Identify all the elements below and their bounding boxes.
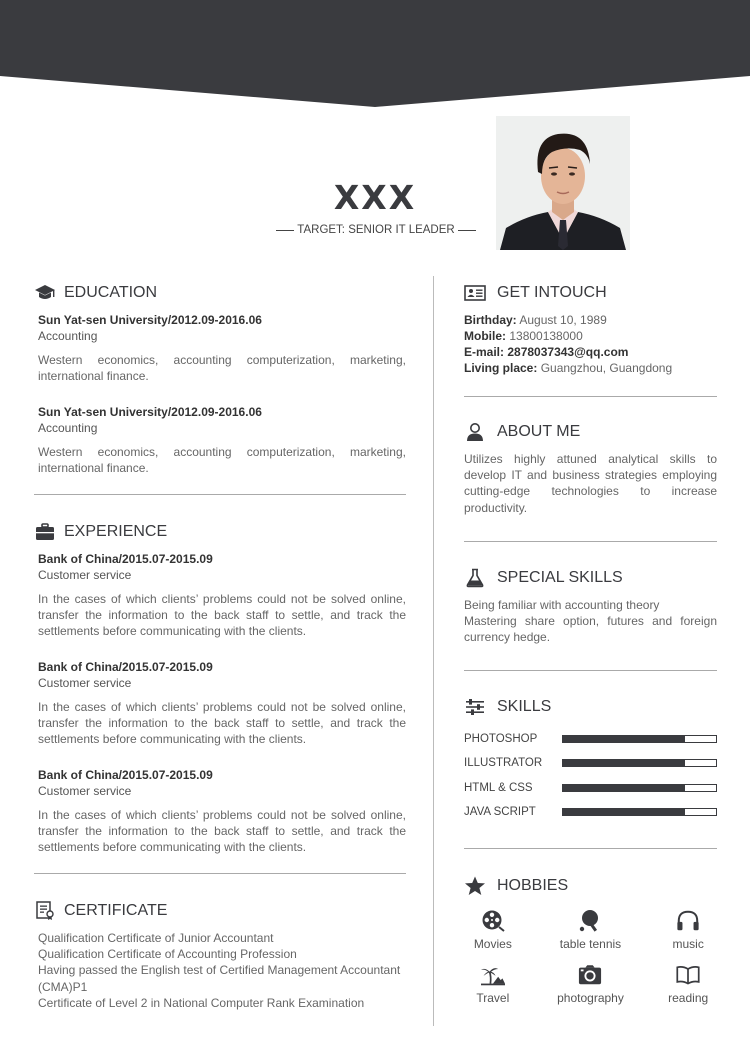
about-text: Utilizes highly attuned analytical skills to develop IT and business strategies employing cutting-edge technologies to increase productivity. <box>464 452 717 515</box>
skill-row <box>464 800 717 825</box>
hobbies-heading <box>464 875 717 897</box>
about-heading <box>464 421 717 443</box>
about-section <box>464 421 717 542</box>
experience-item-head: Bank of China/2015.07-2015.09 <box>38 660 213 674</box>
experience-item-sub: Customer service <box>38 784 132 798</box>
experience-item-sub: Customer service <box>38 568 132 582</box>
hobby-item <box>444 963 542 1005</box>
header-band <box>0 0 750 110</box>
section-divider <box>464 396 717 397</box>
graduation-cap-icon <box>34 283 56 303</box>
skill-bar-fill <box>563 809 685 815</box>
special-skill-line: Being familiar with accounting theory <box>464 597 660 612</box>
profile-photo <box>496 116 630 250</box>
education-item-head: Sun Yat-sen University/2012.09-2016.06 <box>38 405 262 419</box>
section-divider <box>34 494 406 495</box>
right-column <box>464 282 717 1005</box>
section-divider <box>464 541 717 542</box>
certificate-line: Certificate of Level 2 in National Computer Rank Examination <box>38 995 365 1010</box>
skill-label: HTML & CSS <box>464 781 533 794</box>
skill-bar-fill <box>563 736 685 742</box>
education-item-desc: Western economics, accounting computerization, marketing, international finance. <box>38 353 406 383</box>
living-label: Living place: <box>464 361 538 375</box>
book-icon <box>676 963 700 987</box>
education-item-head: Sun Yat-sen University/2012.09-2016.06 <box>38 313 262 327</box>
special-skills-heading <box>464 567 717 589</box>
skill-bar <box>562 735 717 743</box>
hobby-label: photography <box>557 991 624 1006</box>
hobby-label: reading <box>668 991 709 1006</box>
experience-item-head: Bank of China/2015.07-2015.09 <box>38 768 213 782</box>
hobby-label: music <box>672 937 704 952</box>
section-divider <box>464 848 717 849</box>
education-section <box>34 282 406 495</box>
certificate-title: CERTIFICATE <box>64 902 168 919</box>
certificate-section <box>34 900 406 1011</box>
experience-title: EXPERIENCE <box>64 523 168 540</box>
person-icon <box>464 422 486 442</box>
skill-label: PHOTOSHOP <box>464 732 538 745</box>
target-text: TARGET: SENIOR IT LEADER <box>297 224 455 236</box>
target-position <box>276 222 476 238</box>
living-line <box>464 360 717 376</box>
special-skills-section <box>464 567 717 672</box>
hobby-item <box>542 909 640 951</box>
hobby-item <box>542 963 640 1005</box>
special-skills-title: SPECIAL SKILLS <box>497 568 623 586</box>
contact-section <box>464 282 717 397</box>
certificate-heading <box>34 900 406 922</box>
skill-label: JAVA SCRIPT <box>464 806 536 819</box>
headphones-icon <box>676 909 700 933</box>
about-title: ABOUT ME <box>497 423 581 440</box>
education-item <box>38 312 406 384</box>
hobby-item <box>639 963 737 1005</box>
experience-item-sub: Customer service <box>38 676 132 690</box>
star-icon <box>464 876 486 896</box>
contact-heading <box>464 282 717 304</box>
experience-item-desc: In the cases of which clients’ problems could not be solved online, transfer the information to the back staff to settle, and track the settlements before communicating with the clients. <box>38 808 406 854</box>
section-divider <box>34 873 406 874</box>
email-line <box>464 344 717 360</box>
experience-section <box>34 521 406 874</box>
skill-row <box>464 751 717 776</box>
briefcase-icon <box>34 522 56 542</box>
contact-title: GET INTOUCH <box>497 284 607 301</box>
experience-item-head: Bank of China/2015.07-2015.09 <box>38 552 213 566</box>
skill-row <box>464 726 717 751</box>
education-item-sub: Accounting <box>38 421 98 435</box>
hobby-item <box>639 909 737 951</box>
experience-item-desc: In the cases of which clients’ problems could not be solved online, transfer the information to the back staff to settle, and track the settlements before communicating with the clients. <box>38 700 406 746</box>
hobbies-title: HOBBIES <box>497 877 569 895</box>
skill-bar-fill <box>563 785 685 791</box>
left-column <box>34 282 406 1011</box>
hobby-item <box>444 909 542 951</box>
experience-item-desc: In the cases of which clients’ problems could not be solved online, transfer the information to the back staff to settle, and track the settlements before communicating with the clients. <box>38 592 406 638</box>
hobby-label: table tennis <box>559 937 622 952</box>
education-item-sub: Accounting <box>38 329 98 343</box>
camera-icon <box>578 963 602 987</box>
special-skill-line: Mastering share option, futures and foreign currency hedge. <box>464 614 717 645</box>
experience-item <box>38 767 406 855</box>
birthday-line <box>464 312 717 328</box>
certificate-icon <box>34 901 56 921</box>
living-value: Guangzhou, Guangdong <box>540 361 673 375</box>
hobbies-section <box>464 875 717 1005</box>
skill-row <box>464 775 717 800</box>
film-reel-icon <box>481 909 505 933</box>
skills-title: SKILLS <box>497 698 552 716</box>
certificate-line: Having passed the English test of Certified Management Accountant (CMA)P1 <box>38 963 401 994</box>
target-line-right <box>458 230 476 231</box>
experience-heading <box>34 521 406 543</box>
target-line-left <box>276 230 294 231</box>
id-card-icon <box>464 283 486 303</box>
mobile-line <box>464 328 717 344</box>
experience-item <box>38 659 406 747</box>
certificate-line: Qualification Certificate of Junior Accountant <box>38 931 274 945</box>
ping-pong-icon <box>578 909 602 933</box>
column-divider <box>433 276 434 1026</box>
email-value[interactable]: 2878037343@qq.com <box>507 345 629 359</box>
palm-tree-icon <box>481 963 505 987</box>
flask-icon <box>464 568 486 588</box>
skills-section <box>464 696 717 849</box>
mobile-label: Mobile: <box>464 329 506 343</box>
mobile-value: 13800138000 <box>509 329 583 343</box>
skill-bar <box>562 784 717 792</box>
education-item <box>38 404 406 476</box>
certificate-line: Qualification Certificate of Accounting Profession <box>38 947 297 962</box>
education-heading <box>34 282 406 304</box>
skill-bar-fill <box>563 760 685 766</box>
hobby-label: Movies <box>473 937 512 952</box>
education-item-desc: Western economics, accounting computerization, marketing, international finance. <box>38 445 406 475</box>
hobby-label: Travel <box>476 991 510 1006</box>
sliders-icon <box>464 697 486 717</box>
birthday-label: Birthday: <box>464 313 517 327</box>
section-divider <box>464 670 717 671</box>
education-title: EDUCATION <box>64 284 158 301</box>
skill-bar <box>562 808 717 816</box>
birthday-value: August 10, 1989 <box>519 313 607 327</box>
experience-item <box>38 551 406 639</box>
skill-bar <box>562 759 717 767</box>
email-label: E-mail: <box>464 345 505 359</box>
skills-heading <box>464 696 717 718</box>
resume-name: XXX <box>333 178 417 217</box>
skill-label: ILLUSTRATOR <box>464 757 543 770</box>
